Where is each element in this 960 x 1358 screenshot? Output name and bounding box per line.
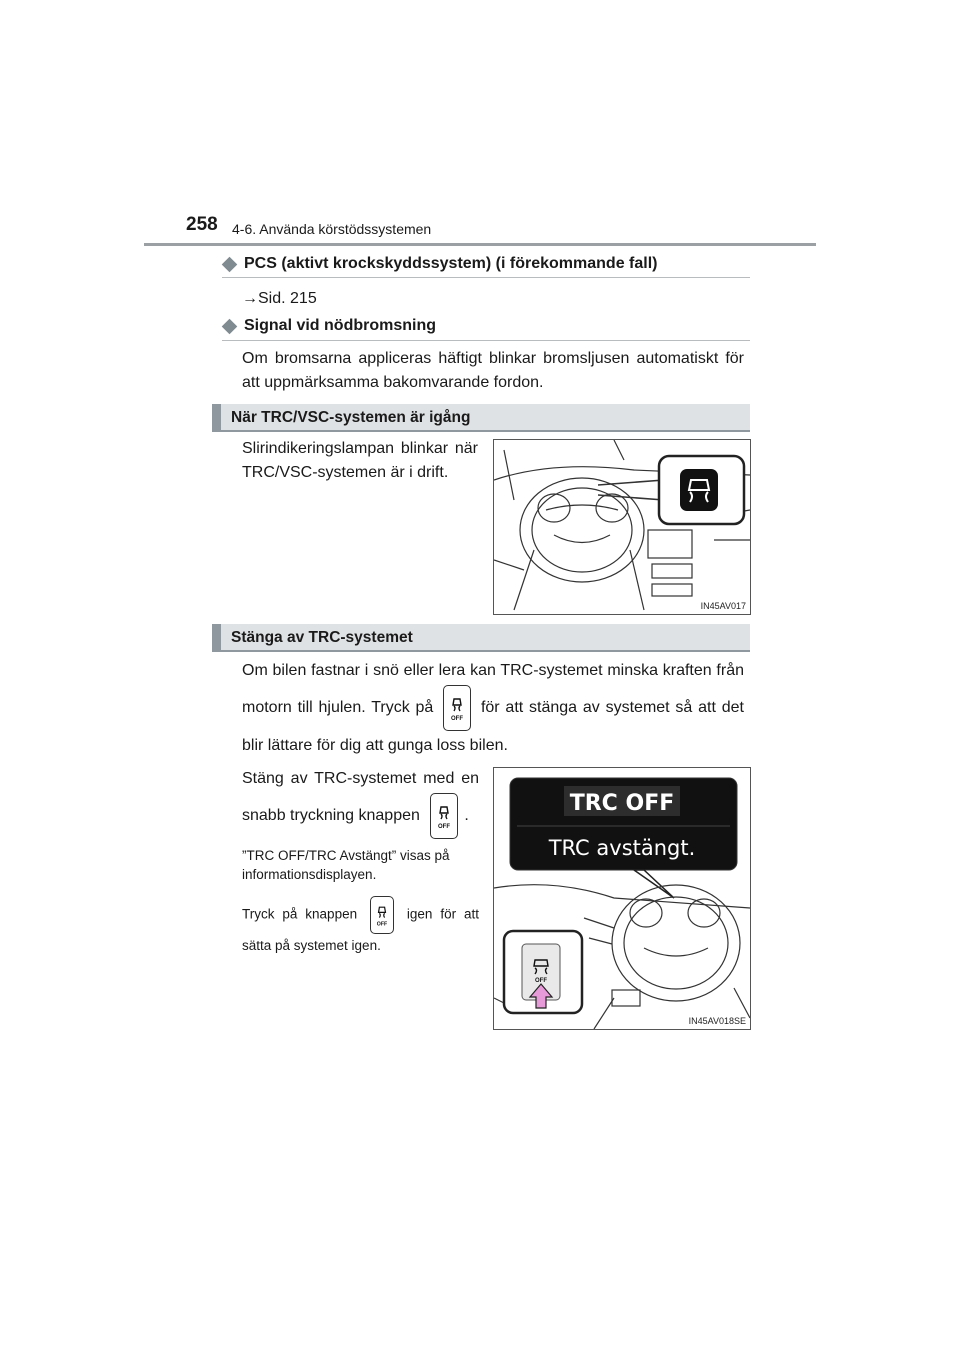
pcs-heading-rule — [222, 277, 750, 278]
dashboard-illustration — [494, 440, 750, 614]
display-trc-off-text: TRC OFF — [569, 791, 675, 816]
page-number: 258 — [186, 214, 218, 235]
header-section-title: 4-6. Använda körstödssystemen — [232, 221, 432, 237]
svg-text:OFF: OFF — [438, 824, 451, 830]
pcs-heading — [222, 255, 657, 273]
trc-off-step-part1: Stäng av TRC-systemet med en snabb tryckning knappen — [242, 770, 479, 825]
display-trc-avstangt-text: TRC avstängt. — [548, 836, 696, 860]
trc-off-note2-part1: Tryck på knappen — [242, 906, 358, 922]
section-heading-trc-off: Stänga av TRC-systemet — [212, 624, 750, 652]
trc-off-note-display: ”TRC OFF/TRC Avstängt” visas på informationsdisplayen. — [242, 848, 450, 882]
emergency-signal-text: Om bromsarna appliceras häftigt blinkar bromsljusen automatiskt för att uppmärksamma bakomvarande fordon. — [242, 350, 744, 391]
emergency-signal-heading-text: Signal vid nödbromsning — [244, 317, 436, 334]
diamond-bullet-icon — [222, 256, 238, 272]
dashboard-slip-indicator-figure — [493, 439, 751, 615]
trc-off-button-icon — [443, 685, 471, 731]
trc-off-text-part2: för att stänga av systemet så att det blir lättare för dig att gunga loss bilen. — [242, 699, 744, 754]
pcs-heading-text: PCS (aktivt krockskyddssystem) (i förekommande fall) — [244, 255, 658, 272]
trc-off-note2-part2: igen för att sätta på systemet igen. — [242, 906, 479, 953]
svg-text:OFF: OFF — [451, 716, 464, 722]
trc-off-note-reenable — [242, 896, 479, 958]
emergency-signal-heading-rule — [222, 340, 750, 341]
header-divider — [144, 243, 816, 246]
trc-off-display-figure — [493, 767, 751, 1030]
trc-off-button-icon — [370, 896, 394, 934]
svg-text:OFF: OFF — [376, 921, 388, 928]
emergency-signal-heading — [222, 317, 436, 335]
svg-text:OFF: OFF — [535, 978, 547, 984]
trc-off-illustration — [494, 768, 750, 1029]
trc-off-step — [242, 764, 479, 839]
pcs-reference — [242, 287, 317, 311]
figure-code: IN45AV018SE — [688, 1016, 746, 1026]
pcs-reference-link[interactable]: Sid. 215 — [258, 290, 317, 307]
trc-off-paragraph — [222, 656, 744, 760]
trc-off-step-part2: . — [464, 807, 469, 825]
trc-off-text-part1: Om bilen fastnar i snö eller lera kan TRC-systemet minska kraften från motorn till hjulen. Tryck på — [242, 662, 744, 717]
section-heading-trc-active: När TRC/VSC-systemen är igång — [212, 404, 750, 432]
reference-arrow-icon: → — [242, 290, 258, 307]
figure-code: IN45AV017 — [700, 601, 746, 611]
trc-off-button-icon — [430, 793, 458, 839]
trc-active-text: Slirindikeringslampan blinkar när TRC/VSC-systemen är i drift. — [242, 440, 478, 481]
diamond-bullet-icon — [222, 318, 238, 334]
